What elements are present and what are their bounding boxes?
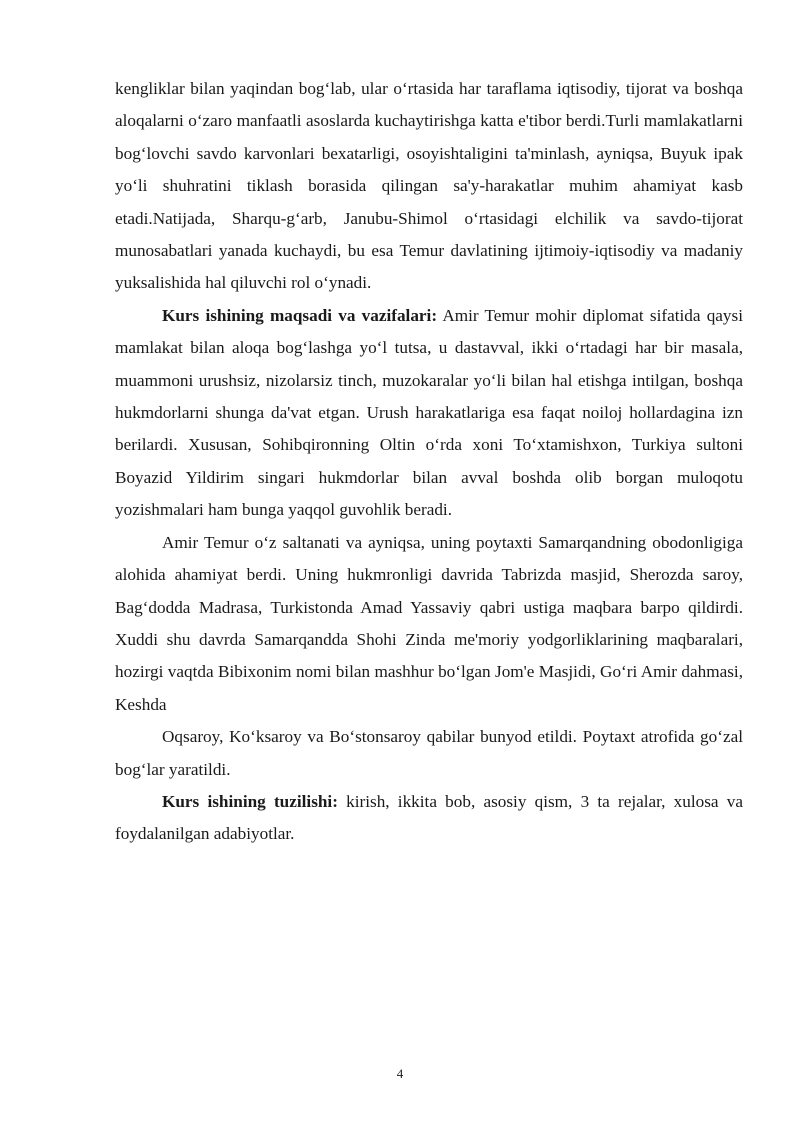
paragraph-text: kengliklar bilan yaqindan bog‘lab, ular o‘rtasida har taraflama iqtisodiy, tijorat va boshqa aloqalarni o‘zaro manfaatli asoslarda kuchaytirishga katta e'tibor berdi.Turli mamlakatlarni bog‘lovchi savdo karvonlari bexatarligi, osoyishtaligini ta'minlash, ayniqsa, Buyuk ipak yo‘li shuhratini tiklash borasida qilingan sa'y-harakatlar muhim ahamiyat kasb etadi.Natijada, Sharqu-g‘arb, Janubu-Shimol o‘rtasidagi elchilik va savdo-tijorat munosabatlari yanada kuchaydi, bu esa Temur davlatining ijtimoiy-iqtisodiy va madaniy yuksalishida hal qiluvchi rol o‘ynadi. bbox=[115, 79, 743, 293]
paragraph-text: Oqsaroy, Ko‘ksaroy va Bo‘stonsaroy qabilar bunyod etildi. Poytaxt atrofida go‘zal bog‘lar yaratildi. bbox=[115, 727, 743, 779]
section-heading-goals: Kurs ishining maqsadi va vazifalari: bbox=[162, 305, 438, 325]
page-body bbox=[115, 73, 743, 851]
paragraph-text: Amir Temur mohir diplomat sifatida qaysi mamlakat bilan aloqa bog‘lashga yo‘l tutsa, u dastavval, ikki o‘rtadagi har bir masala, muammoni urushsiz, nizolarsiz tinch, muzokaralar yo‘li bilan hal etishga intilgan, boshqa hukmdorlarni shunga da'vat etgan. Urush harakatlariga esa faqat noiloj hollardagina izn berilardi. Xususan, Sohibqironning Oltin o‘rda xoni To‘xtamishxon, Turkiya sultoni Boyazid Yildirim singari hukmdorlar bilan avval boshda olib borgan muloqotu yozishmalari ham bunga yaqqol guvohlik beradi. bbox=[115, 305, 743, 520]
page-number: 4 bbox=[396, 1066, 404, 1081]
paragraph-structure bbox=[115, 786, 743, 851]
paragraph-text: Amir Temur o‘z saltanati va ayniqsa, uning poytaxti Samarqandning obodonligiga alohida ahamiyat berdi. Uning hukmronligi davrida Tabrizda masjid, Sherozda saroy, Bag‘dodda Madrasa, Turkistonda Amad Yassaviy qabri ustiga maqbara barpo qildirdi. Xuddi shu davrda Samarqandda Shohi Zinda me'moriy yodgorliklarining maqbaralari, hozirgi vaqtda Bibixonim nomi bilan mashhur bo‘lgan Jom'e Masjidi, Go‘ri Amir dahmasi, Keshda bbox=[115, 532, 743, 714]
section-heading-structure: Kurs ishining tuzilishi: bbox=[162, 791, 338, 811]
paragraph-goals bbox=[115, 300, 743, 527]
paragraph-palaces bbox=[115, 721, 743, 786]
paragraph-text: kirish, ikkita bob, asosiy qism, 3 ta rejalar, xulosa va foydalanilgan adabiyotlar. bbox=[115, 791, 743, 844]
paragraph-architecture bbox=[115, 527, 743, 721]
paragraph-continuation bbox=[115, 73, 743, 300]
